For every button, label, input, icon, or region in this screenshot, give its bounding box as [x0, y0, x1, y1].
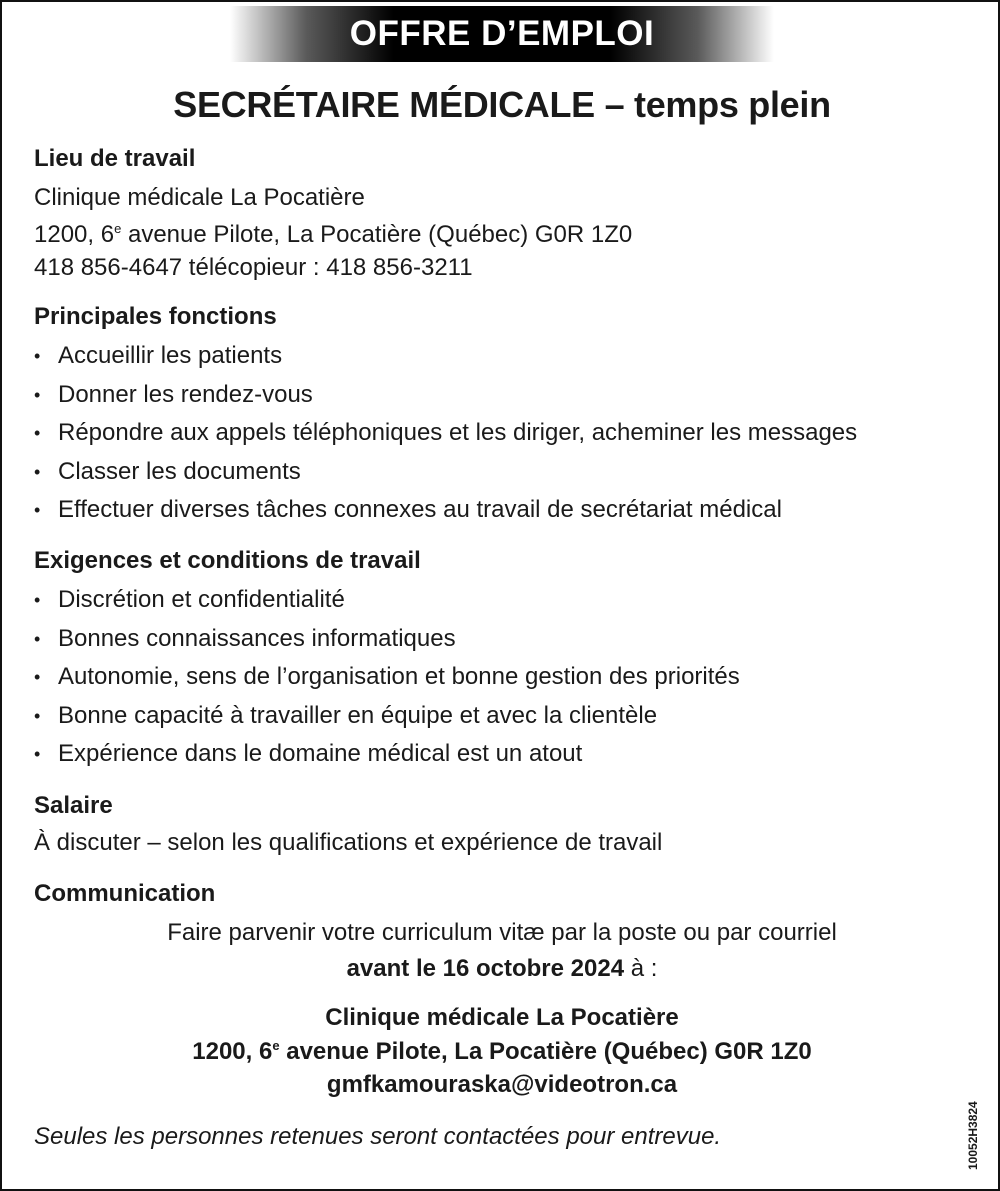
- salary-text: À discuter – selon les qualifications et expérience de travail: [34, 829, 663, 856]
- heading-salaire: Salaire: [34, 792, 113, 819]
- ad-reference-code: 10052H3824: [966, 1101, 980, 1170]
- list-item: • Autonomie, sens de l’organisation et bonne gestion des priorités: [34, 658, 740, 697]
- application-deadline: avant le 16 octobre 2024 à :: [346, 955, 658, 982]
- list-item: • Bonnes connaissances informatiques: [34, 620, 740, 659]
- heading-exigences: Exigences et conditions de travail: [34, 547, 421, 574]
- banner-label: OFFRE D’EMPLOI: [349, 14, 655, 53]
- job-title: SECRÉTAIRE MÉDICALE – temps plein: [173, 84, 831, 125]
- heading-fonctions: Principales fonctions: [34, 303, 277, 330]
- exigences-list: [34, 581, 740, 774]
- fonctions-list: [34, 337, 857, 530]
- workplace-address: 1200, 6e avenue Pilote, La Pocatière (Québec) G0R 1Z0: [34, 221, 633, 248]
- workplace-name: Clinique médicale La Pocatière: [34, 184, 365, 211]
- list-item: • Classer les documents: [34, 453, 857, 492]
- workplace-phone: 418 856-4647 télécopieur : 418 856-3211: [34, 254, 473, 281]
- list-item: • Donner les rendez-vous: [34, 376, 857, 415]
- list-item: • Bonne capacité à travailler en équipe et avec la clientèle: [34, 697, 740, 736]
- list-item: • Répondre aux appels téléphoniques et les diriger, acheminer les messages: [34, 414, 857, 453]
- list-item: • Expérience dans le domaine médical est un atout: [34, 735, 740, 774]
- footer-note: Seules les personnes retenues seront contactées pour entrevue.: [34, 1123, 722, 1150]
- communication-instruction: Faire parvenir votre curriculum vitæ par la poste ou par courriel: [167, 919, 837, 946]
- contact-address: 1200, 6e avenue Pilote, La Pocatière (Québec) G0R 1Z0: [192, 1038, 812, 1065]
- list-item: • Accueillir les patients: [34, 337, 857, 376]
- heading-lieu: Lieu de travail: [34, 145, 196, 172]
- list-item: • Discrétion et confidentialité: [34, 581, 740, 620]
- heading-communication: Communication: [34, 880, 216, 907]
- list-item: • Effectuer diverses tâches connexes au travail de secrétariat médical: [34, 491, 857, 530]
- contact-email: gmfkamouraska@videotron.ca: [326, 1071, 678, 1098]
- offer-banner: [230, 6, 774, 62]
- contact-name: Clinique médicale La Pocatière: [325, 1004, 679, 1031]
